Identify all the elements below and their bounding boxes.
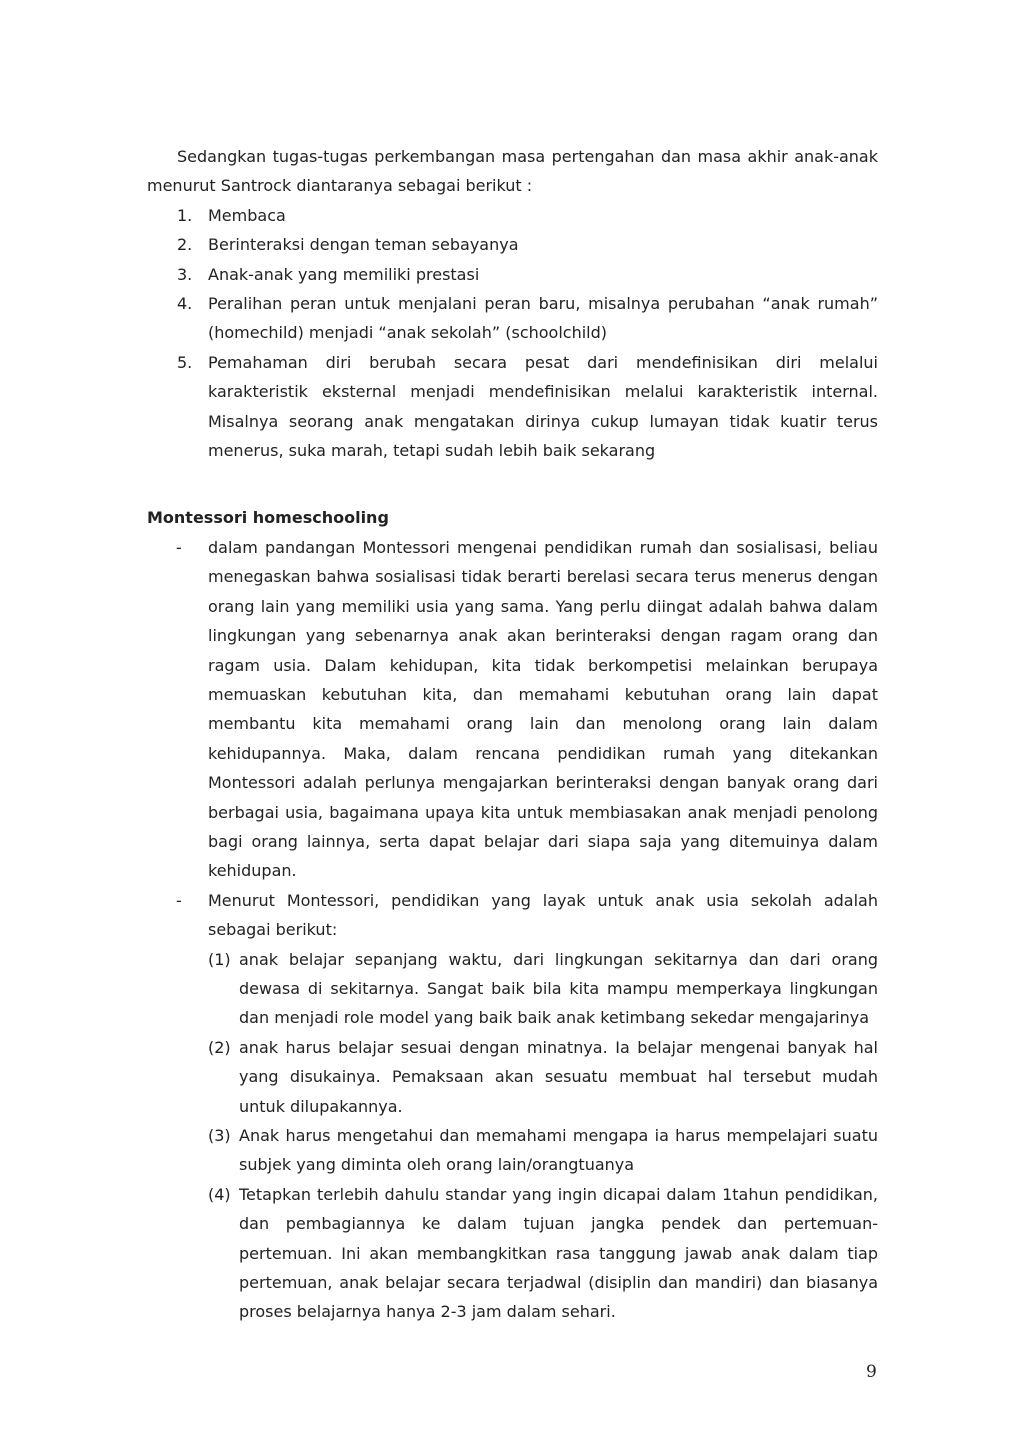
dash-marker: -: [176, 537, 182, 557]
document-page: [147, 142, 878, 1327]
list-item-text: Peralihan peran untuk menjalani peran baru, misalnya perubahan “anak rumah” (homechild) menjadi “anak sekolah” (schoolchild): [208, 294, 878, 343]
sub-list-number: (4): [208, 1184, 231, 1204]
list-item-text: Anak-anak yang memiliki prestasi: [208, 264, 480, 284]
sub-list-item: [147, 1121, 878, 1180]
dash-list-item: [147, 886, 878, 945]
sub-list-item: [147, 1180, 878, 1327]
list-item: [147, 289, 878, 348]
sub-list-number: (1): [208, 949, 231, 969]
list-item: [147, 230, 878, 259]
list-item-text: Pemahaman diri berubah secara pesat dari mendefinisikan diri melalui karakteristik eksternal menjadi mendefinisikan melalui karakteristik internal. Misalnya seorang anak mengatakan dirinya cukup lumayan tidak kuatir terus menerus, suka marah, tetapi sudah lebih baik sekarang: [208, 352, 878, 461]
list-number: 1.: [177, 205, 193, 225]
dash-list: [147, 533, 878, 945]
page-number: 9: [866, 1362, 877, 1382]
intro-paragraph: Sedangkan tugas-tugas perkembangan masa pertengahan dan masa akhir anak-anak menurut Santrock diantaranya sebagai berikut :: [147, 147, 878, 196]
dash-item-text: Menurut Montessori, pendidikan yang layak untuk anak usia sekolah adalah sebagai berikut:: [208, 890, 878, 940]
list-number: 2.: [177, 235, 193, 255]
sub-list-number: (2): [208, 1037, 231, 1057]
sub-item-text: Tetapkan terlebih dahulu standar yang ingin dicapai dalam 1tahun pendidikan, dan pembagiannya ke dalam tujuan jangka pendek dan pertemuan-pertemuan. Ini akan membangkitkan rasa tanggung jawab anak dalam tiap pertemuan, anak belajar secara terjadwal (disiplin dan mandiri) dan biasanya proses belajarnya hanya 2-3 jam dalam sehari.: [239, 1184, 878, 1322]
dash-marker: -: [176, 890, 182, 910]
list-number: 4.: [177, 294, 193, 314]
dash-list-item: [147, 533, 878, 886]
sub-list-number: (3): [208, 1126, 231, 1145]
sub-list: [147, 945, 878, 1327]
list-item: [147, 201, 878, 230]
sub-list-item: [147, 945, 878, 1033]
section-heading: Montessori homeschooling: [147, 508, 389, 528]
list-item-text: Membaca: [208, 205, 286, 225]
dash-item-text: dalam pandangan Montessori mengenai pendidikan rumah dan sosialisasi, beliau menegaskan bahwa sosialisasi tidak berarti berelasi secara terus menerus dengan orang lain yang memiliki usia yang sama. Yang perlu diingat adalah bahwa dalam lingkungan yang sebenarnya anak akan berinteraksi dengan ragam orang dan ragam usia. Dalam kehidupan, kita tidak berkompetisi melainkan berupaya memuaskan kebutuhan kita, dan memahami kebutuhan orang lain dapat membantu kita memahami orang lain dan menolong orang lain dalam kehidupannya. Maka, dalam rencana pendidikan rumah yang ditekankan Montessori adalah perlunya mengajarkan berinteraksi dengan banyak orang dari berbagai usia, bagaimana upaya kita untuk membiasakan anak menjadi penolong bagi orang lainnya, serta dapat belajar dari siapa saja yang ditemuinya dalam kehidupan.: [208, 537, 878, 881]
list-item-text: Berinteraksi dengan teman sebayanya: [208, 235, 519, 255]
sub-item-text: Anak harus mengetahui dan memahami mengapa ia harus mempelajari suatu subjek yang diminta oleh orang lain/orangtuanya: [239, 1126, 878, 1175]
sub-item-text: anak harus belajar sesuai dengan minatnya. Ia belajar mengenai banyak hal yang disukainya. Pemaksaan akan sesuatu membuat hal tersebut mudah untuk dilupakannya.: [239, 1037, 878, 1116]
list-item: [147, 348, 878, 466]
list-number: 3.: [177, 264, 193, 284]
sub-item-text: anak belajar sepanjang waktu, dari lingkungan sekitarnya dan dari orang dewasa di sekitarnya. Sangat baik bila kita mampu memperkaya lingkungan dan menjadi role model yang baik baik anak ketimbang sekedar mengajarinya: [239, 949, 878, 1028]
list-number: 5.: [177, 352, 193, 372]
numbered-list: [147, 201, 878, 466]
sub-list-item: [147, 1033, 878, 1121]
list-item: [147, 260, 878, 289]
